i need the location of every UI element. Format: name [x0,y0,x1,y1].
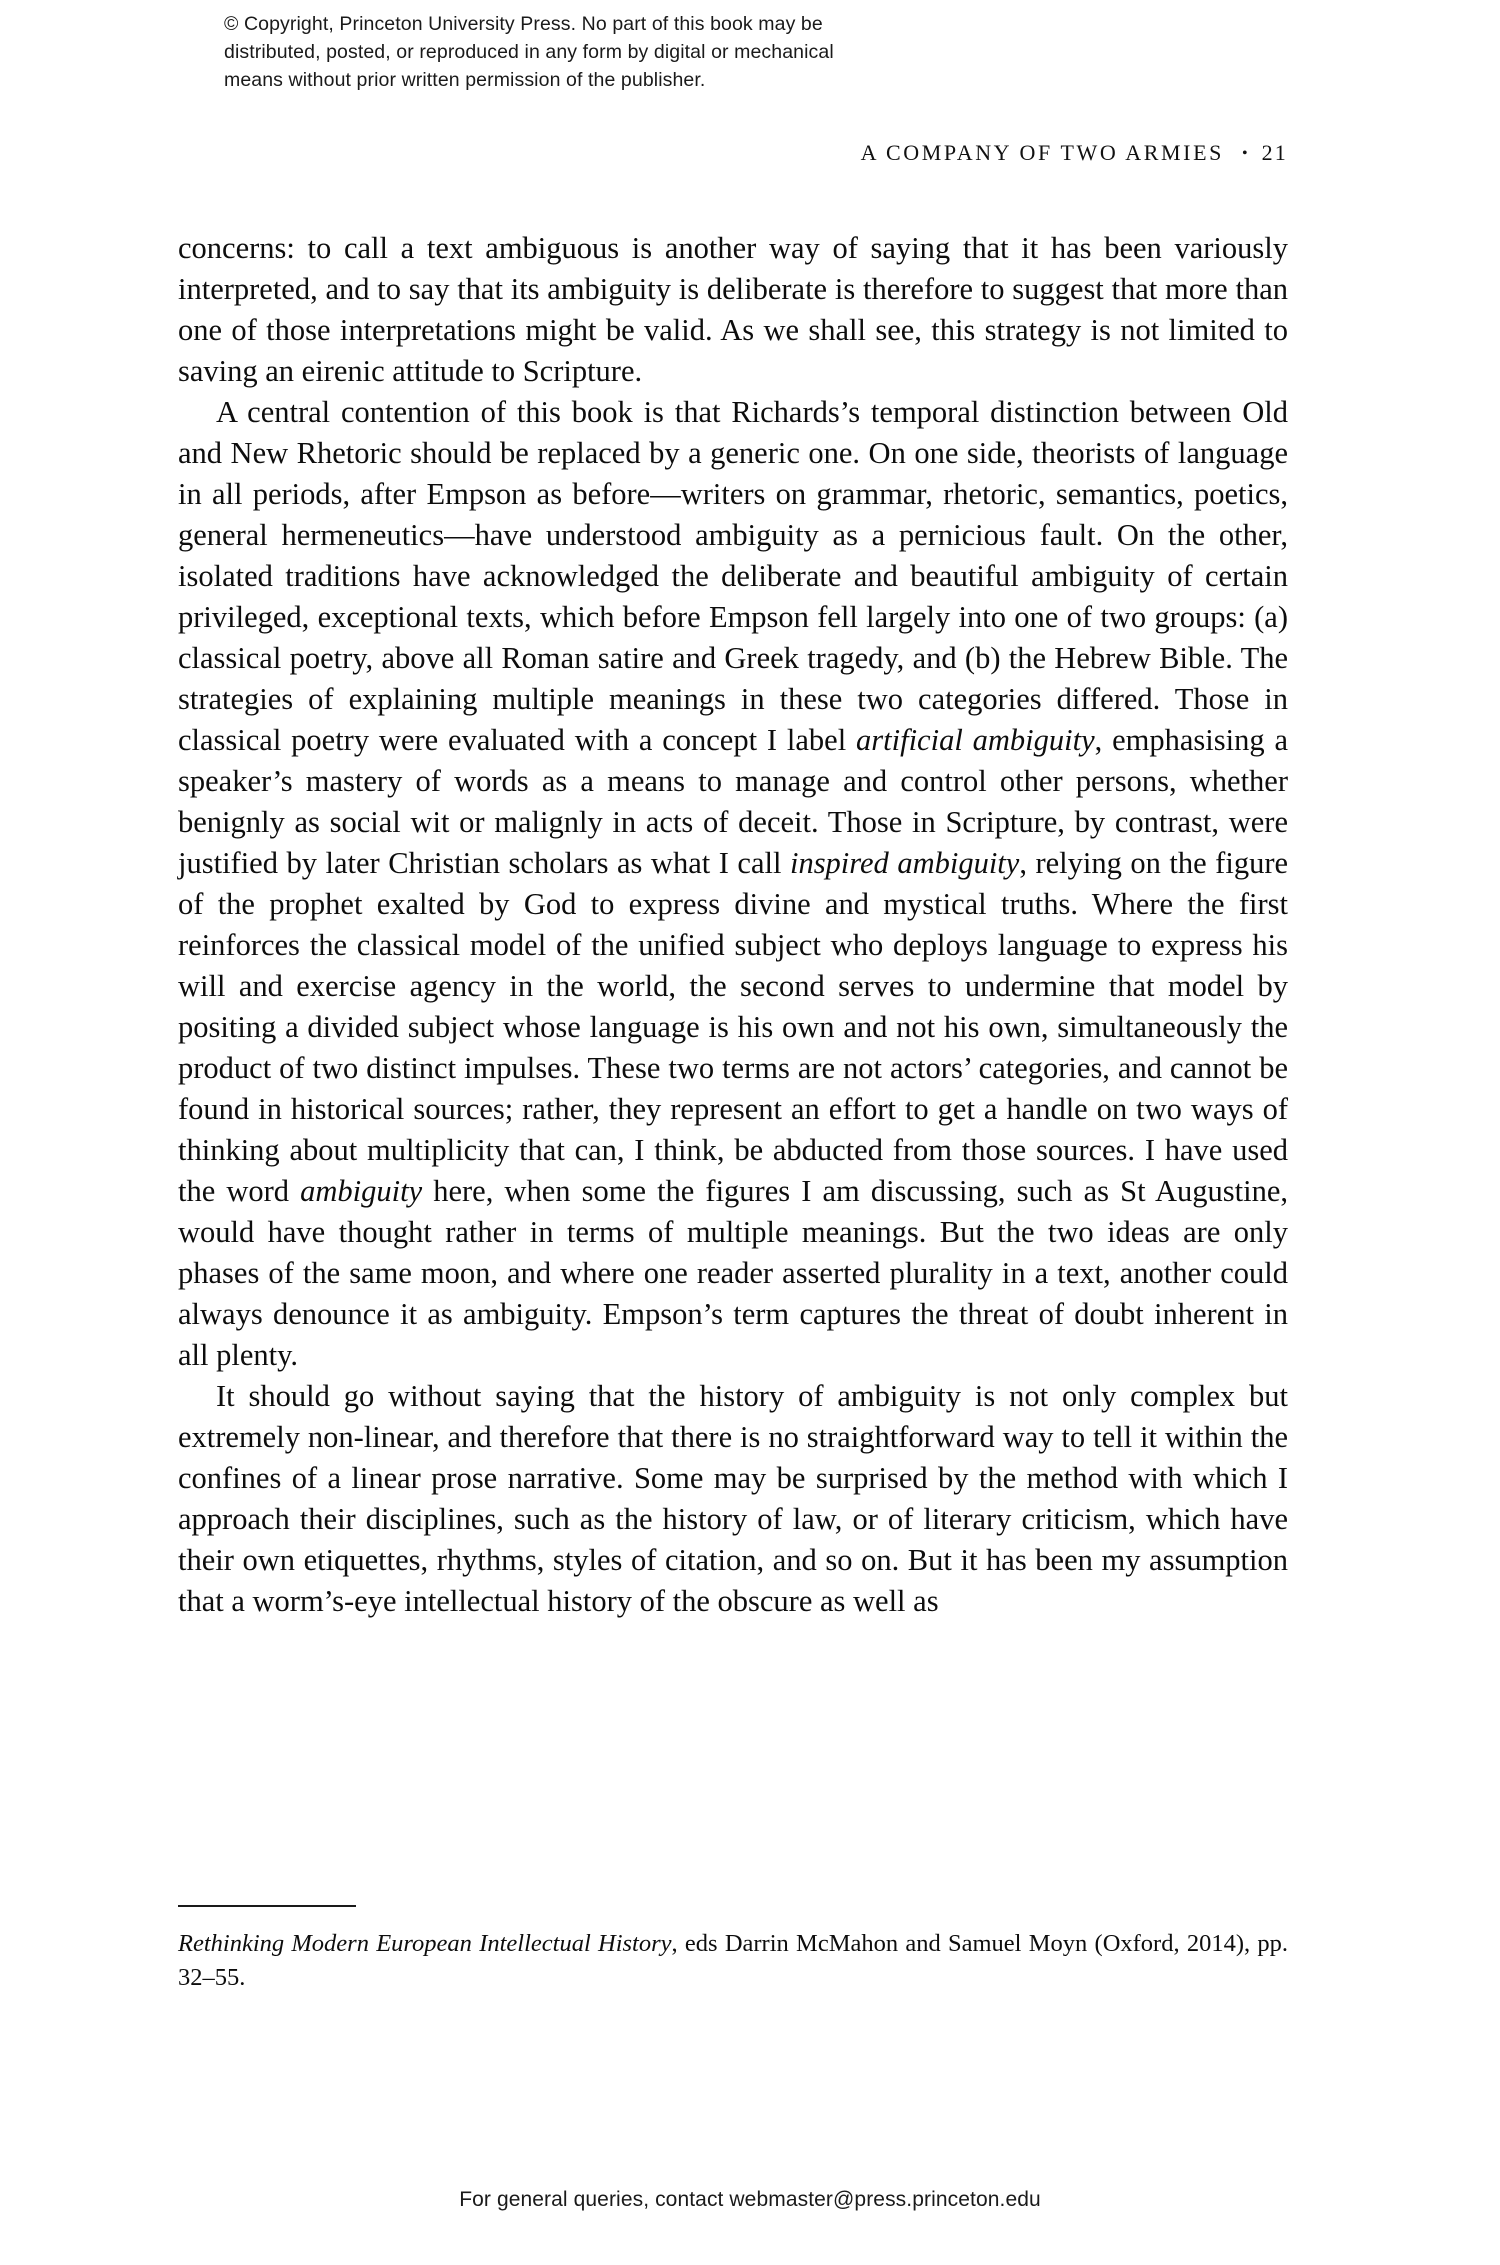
running-header-separator: • [1241,145,1248,162]
paragraph-history-of-ambiguity: It should go without saying that the history of ambiguity is not only complex but extremely non-linear, and therefore that there is no straightforward way to tell it within the confines of a linear prose narrative. Some may be surprised by the method with which I approach their disciplines, such as the history of law, or of literary criticism, which have their own etiquettes, rhythms, styles of citation, and so on. But it has been my assumption that a worm’s-eye intellectual history of the obscure as well as [178,1379,1288,1618]
emphasis-ambiguity: ambiguity [300,1174,423,1208]
copyright-line-2: distributed, posted, or reproduced in any form by digital or mechanical [224,41,834,63]
paragraph-segment: here, when some the figures I am discussing, such as St Augustine, would have thought rather in terms of multiple meanings. But the two ideas are only phases of the same moon, and where one reader asserted plurality in a text, another could always denounce it as ambiguity. Empson’s term captures the threat of doubt inherent in all plenty. [178,1174,1288,1372]
footnote-entry [178,1927,1288,1995]
copyright-notice [224,10,844,94]
emphasis-artificial-ambiguity: artificial ambiguity [856,723,1095,757]
paragraph-segment: , emphasising a speaker’s mastery of words as a means to manage and control other persons, whether benignly as social wit or malignly in acts of deceit. Those in Scripture, by contrast, were justified by later Christian scholars as what I call [178,723,1288,880]
running-header-title: A COMPANY OF TWO ARMIES [860,140,1224,165]
copyright-line-1: © Copyright, Princeton University Press. No part of this book may be [224,13,823,35]
paragraph-continuation: concerns: to call a text ambiguous is another way of saying that it has been variously interpreted, and to say that its ambiguity is deliberate is therefore to suggest that more than one of those interpretations might be valid. As we shall see, this strategy is not limited to saving an eirenic attitude to Scripture. [178,231,1288,388]
footnote-separator-rule [178,1905,356,1907]
body-text-column [178,228,1288,1622]
emphasis-inspired-ambiguity: inspired ambiguity [789,846,1020,880]
footnote-citation-rest: , eds Darrin McMahon and Samuel Moyn (Oxford, 2014), pp. 32–55. [178,1930,1288,1991]
page-number: 21 [1261,140,1288,165]
paragraph-central-contention [178,392,1288,1376]
copyright-line-3: means without prior written permission of the publisher. [224,69,706,91]
footnote-italic-title: Rethinking Modern European Intellectual History [178,1930,672,1957]
page-footer: For general queries, contact webmaster@press.princeton.edu [459,2188,1041,2211]
running-header [178,140,1288,166]
paragraph-segment: , relying on the figure of the prophet exalted by God to express divine and mystical truths. Where the first reinforces the classical model of the unified subject who deploys language to express his will and exercise agency in the world, the second serves to undermine that model by positing a divided subject whose language is his own and not his own, simultaneously the product of two distinct impulses. These two terms are not actors’ categories, and cannot be found in historical sources; rather, they represent an effort to get a handle on two ways of thinking about multiplicity that can, I think, be abducted from those sources. I have used the word [178,846,1289,1208]
footnote-block [178,1905,1288,1995]
paragraph-segment: A central contention of this book is that Richards’s temporal distinction between Old and New Rhetoric should be replaced by a generic one. On one side, theorists of language in all periods, after Empson as before—writers on grammar, rhetoric, semantics, poetics, general hermeneutics—have understood ambiguity as a pernicious fault. On the other, isolated traditions have acknowledged the deliberate and beautiful ambiguity of certain privileged, exceptional texts, which before Empson fell largely into one of two groups: (a) classical poetry, above all Roman satire and Greek tragedy, and (b) the Hebrew Bible. The strategies of explaining multiple meanings in these two categories differed. Those in classical poetry were evaluated with a concept I label [178,395,1288,757]
